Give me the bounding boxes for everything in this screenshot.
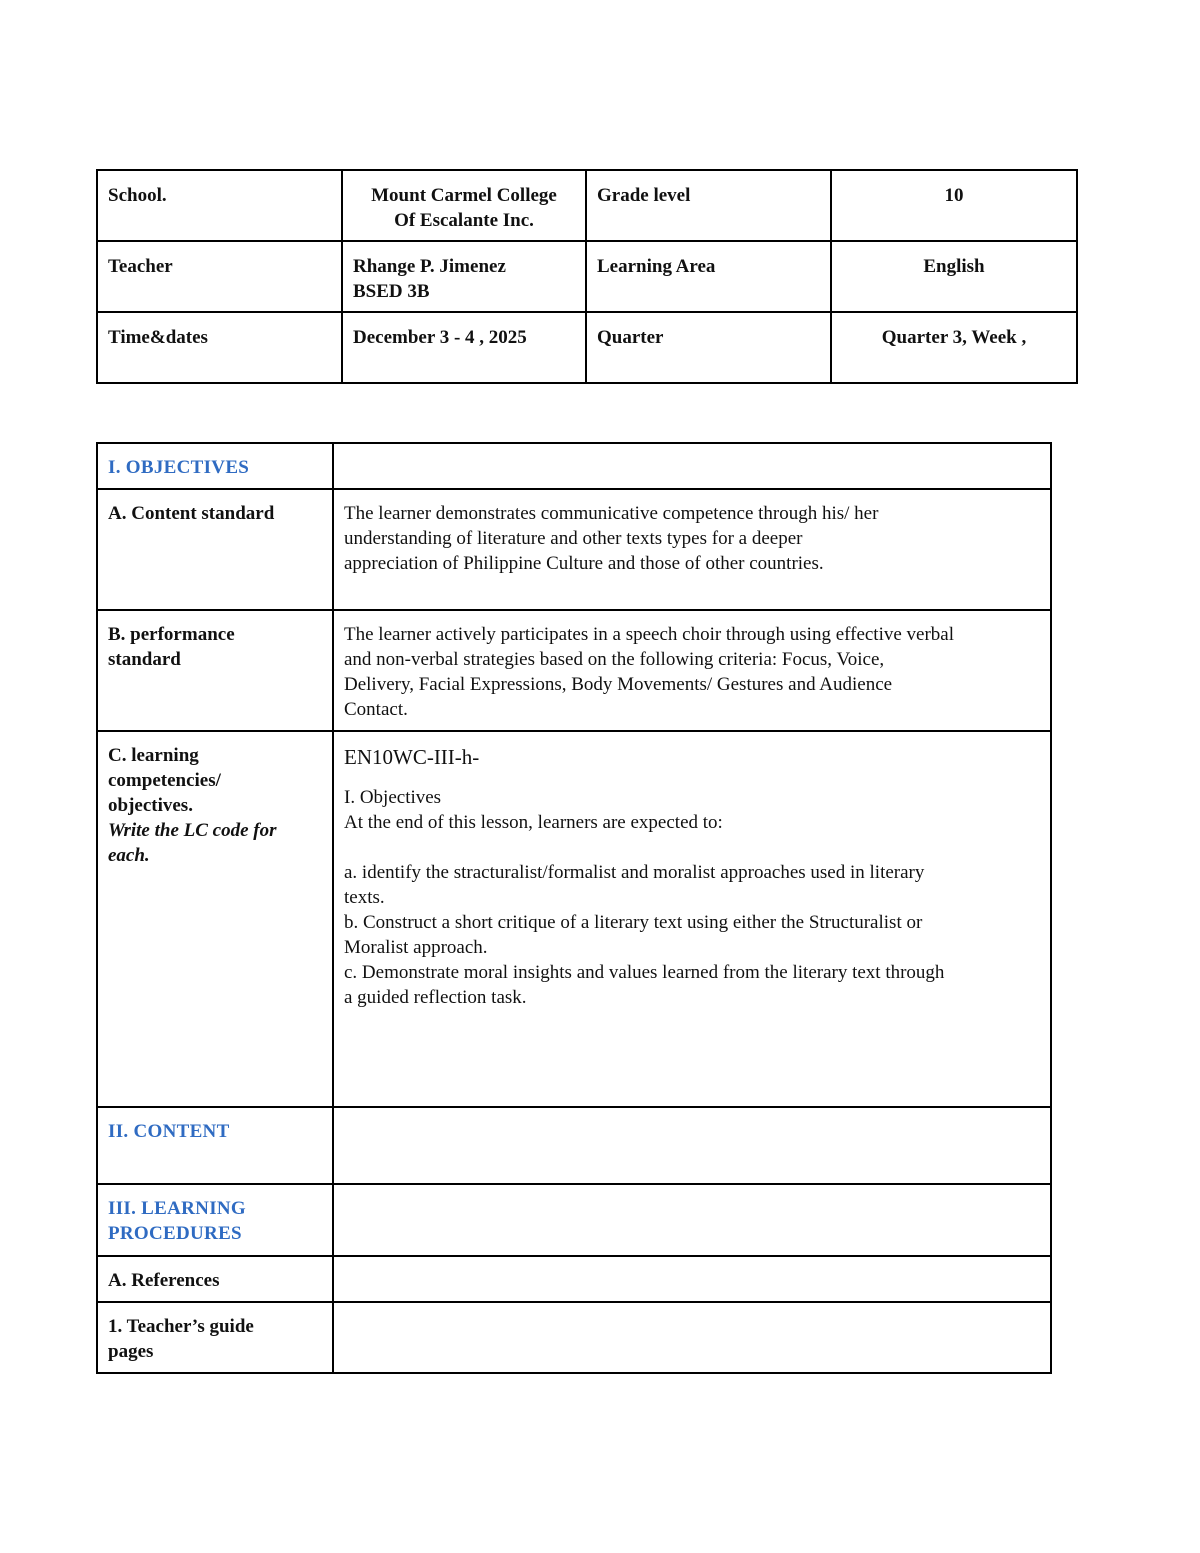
objective-line: texts.	[344, 887, 385, 908]
plan-row-performance-standard	[97, 610, 1051, 731]
time-dates-value: December 3 - 4 , 2025	[342, 312, 586, 383]
label-line: 1. Teacher’s guide	[108, 1316, 254, 1337]
competencies-text	[333, 731, 1051, 1107]
learning-area-label: Learning Area	[586, 241, 831, 312]
plan-row-content-standard	[97, 489, 1051, 610]
objective-line: c. Demonstrate moral insights and values learned from the literary text through	[344, 962, 945, 983]
objectives-intro: At the end of this lesson, learners are expected to:	[344, 812, 723, 833]
heading-line: PROCEDURES	[108, 1223, 242, 1244]
plan-row-content	[97, 1107, 1051, 1184]
references-empty-cell	[333, 1256, 1051, 1302]
lc-code: EN10WC-III-h-	[344, 745, 480, 769]
school-label: School.	[97, 170, 342, 241]
learning-area-value: English	[831, 241, 1077, 312]
label-note-line: Write the LC code for	[108, 820, 277, 841]
label-line: C. learning	[108, 745, 199, 766]
heading-line: III. LEARNING	[108, 1198, 246, 1219]
performance-standard-text	[333, 610, 1051, 731]
info-row-school	[97, 170, 1077, 241]
plan-row-objectives	[97, 443, 1051, 489]
quarter-value: Quarter 3, Week ,	[831, 312, 1077, 383]
competencies-label	[97, 731, 333, 1107]
time-dates-label: Time&dates	[97, 312, 342, 383]
teacher-value	[342, 241, 586, 312]
plan-row-competencies	[97, 731, 1051, 1107]
info-row-teacher	[97, 241, 1077, 312]
info-row-time	[97, 312, 1077, 383]
text-line: appreciation of Philippine Culture and those of other countries.	[344, 553, 824, 574]
label-line: competencies/	[108, 770, 221, 791]
objective-line: a. identify the stracturalist/formalist and moralist approaches used in literary	[344, 862, 925, 883]
lesson-info-table	[96, 169, 1078, 384]
content-empty-cell	[333, 1107, 1051, 1184]
text-line: The learner demonstrates communicative competence through his/ her	[344, 503, 879, 524]
label-line: B. performance	[108, 624, 235, 645]
objective-line: Moralist approach.	[344, 937, 488, 958]
procedures-heading	[97, 1184, 333, 1256]
teacher-name: Rhange P. Jimenez	[353, 256, 506, 277]
objective-line: a guided reflection task.	[344, 987, 527, 1008]
text-line: understanding of literature and other texts types for a deeper	[344, 528, 803, 549]
plan-row-teacher-guide	[97, 1302, 1051, 1373]
performance-standard-label	[97, 610, 333, 731]
procedures-empty-cell	[333, 1184, 1051, 1256]
text-line: The learner actively participates in a speech choir through using effective verbal	[344, 624, 955, 645]
label-line: pages	[108, 1341, 154, 1362]
teacher-section: BSED 3B	[353, 281, 430, 302]
text-line: Delivery, Facial Expressions, Body Movements/ Gestures and Audience	[344, 674, 893, 695]
lesson-plan-table	[96, 442, 1052, 1374]
teacher-guide-empty-cell	[333, 1302, 1051, 1373]
content-heading: II. CONTENT	[97, 1107, 333, 1184]
school-value	[342, 170, 586, 241]
references-label: A. References	[97, 1256, 333, 1302]
objectives-heading: I. OBJECTIVES	[97, 443, 333, 489]
plan-row-procedures	[97, 1184, 1051, 1256]
plan-row-references	[97, 1256, 1051, 1302]
objectives-empty-cell	[333, 443, 1051, 489]
objectives-title: I. Objectives	[344, 787, 442, 808]
quarter-label: Quarter	[586, 312, 831, 383]
school-value-line: Of Escalante Inc.	[394, 210, 534, 231]
content-standard-text	[333, 489, 1051, 610]
label-line: objectives.	[108, 795, 193, 816]
label-note-line: each.	[108, 845, 150, 866]
teacher-label: Teacher	[97, 241, 342, 312]
label-line: standard	[108, 649, 181, 670]
content-standard-label: A. Content standard	[97, 489, 333, 610]
grade-level-value: 10	[831, 170, 1077, 241]
school-value-line: Mount Carmel College	[371, 185, 557, 206]
text-line: and non-verbal strategies based on the following criteria: Focus, Voice,	[344, 649, 885, 670]
grade-level-label: Grade level	[586, 170, 831, 241]
text-line: Contact.	[344, 699, 408, 720]
teacher-guide-label	[97, 1302, 333, 1373]
objective-line: b. Construct a short critique of a literary text using either the Structuralist or	[344, 912, 923, 933]
